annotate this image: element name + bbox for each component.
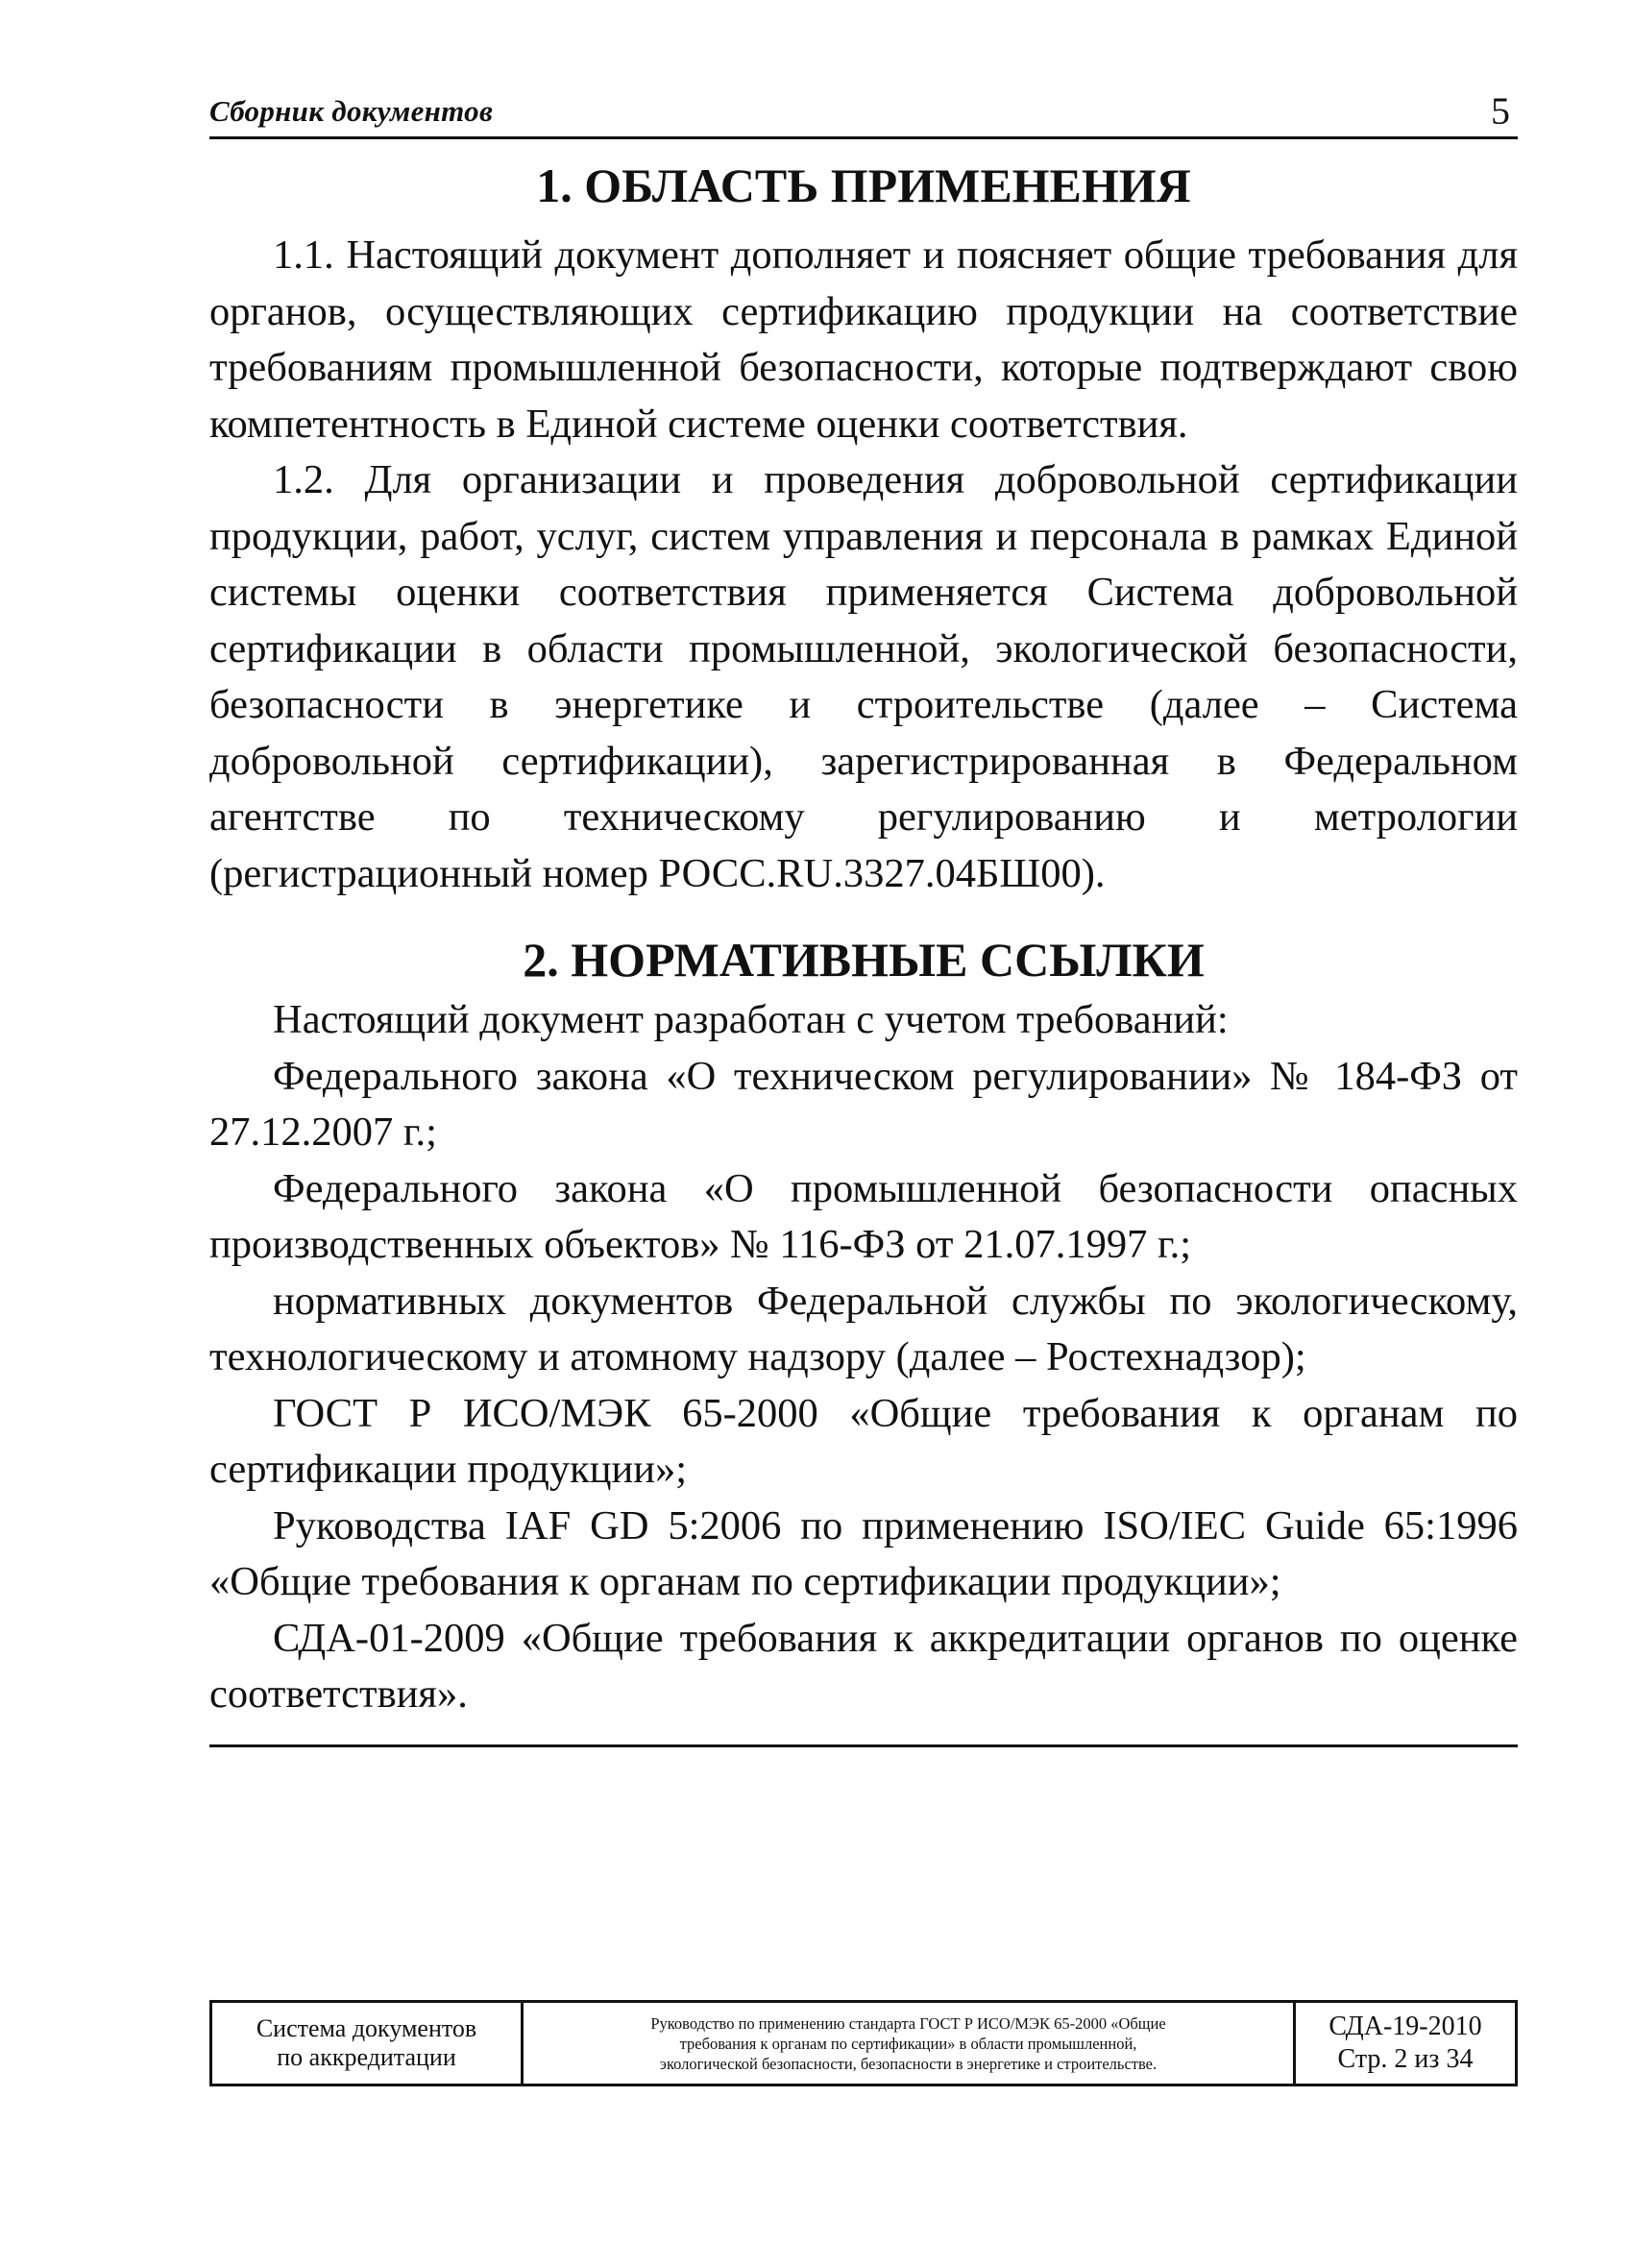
bottom-divider [209, 1744, 1518, 1747]
footer-system-cell [212, 2003, 524, 2084]
document-page [209, 88, 1518, 1747]
document-footer-table [209, 2000, 1518, 2086]
running-title: Сборник документов [209, 94, 494, 128]
reference-item: Федерального закона «О промышленной безопасности опасных производственных объектов» № 116-ФЗ от 21.07.1997 г.; [209, 1165, 1518, 1267]
paragraph-1-1: 1.1. Настоящий документ дополняет и поясняет общие требования для органов, осуществляющих сертификацию продукции на соответствие требованиям промышленной безопасности, которые подтверждают свою компетентность в Единой системе оценки соответствия. [209, 232, 1518, 447]
reference-item: Руководства IAF GD 5:2006 по применению ISO/IEC Guide 65:1996 «Общие требования к органам по сертификации продукции»; [209, 1502, 1518, 1604]
footer-description-line: Руководство по применению стандарта ГОСТ Р ИСО/МЭК 65-2000 «Общие [650, 2013, 1166, 2033]
footer-system-line: по аккредитации [277, 2043, 456, 2071]
page-number: 5 [1491, 89, 1510, 133]
section-heading-scope: 1. ОБЛАСТЬ ПРИМЕНЕНИЯ [536, 159, 1191, 212]
footer-description-line: требования к органам по сертификации» в области промышленной, [679, 2034, 1137, 2053]
footer-system-line: Система документов [256, 2014, 477, 2042]
footer-code-cell [1296, 2003, 1515, 2084]
reference-item: нормативных документов Федеральной службы по экологическому, технологическому и атомному надзору (далее – Ростехнадзор); [209, 1278, 1518, 1379]
footer-description-line: экологической безопасности, безопасности в энергетике и строительстве. [659, 2054, 1158, 2073]
running-header [209, 88, 1518, 139]
reference-item: СДА-01-2009 «Общие требования к аккредитации органов по оценке соответствия». [209, 1615, 1518, 1717]
references-intro: Настоящий документ разработан с учетом требований: [273, 997, 1229, 1042]
reference-item: ГОСТ Р ИСО/МЭК 65-2000 «Общие требования к органам по сертификации продукции»; [209, 1390, 1518, 1492]
footer-page-info: Стр. 2 из 34 [1337, 2044, 1474, 2074]
footer-description-cell [524, 2003, 1296, 2084]
paragraph-1-2: 1.2. Для организации и проведения добровольной сертификации продукции, работ, услуг, систем управления и персонала в рамках Единой системы оценки соответствия применяется Система добровольной сертификации в области промышленной, экологической безопасности, безопасности в энергетике и строительстве (далее – Система добровольной сертификации), зарегистрированная в Федеральном агентстве по техническому регулированию и метрологии (регистрационный номер РОСС.RU.3327.04БШ00). [209, 457, 1518, 896]
section-heading-normative-references: 2. НОРМАТИВНЫЕ ССЫЛКИ [523, 933, 1205, 987]
reference-item: Федерального закона «О техническом регулировании» № 184-ФЗ от 27.12.2007 г.; [209, 1053, 1518, 1155]
footer-document-code: СДА-19-2010 [1328, 2012, 1482, 2041]
